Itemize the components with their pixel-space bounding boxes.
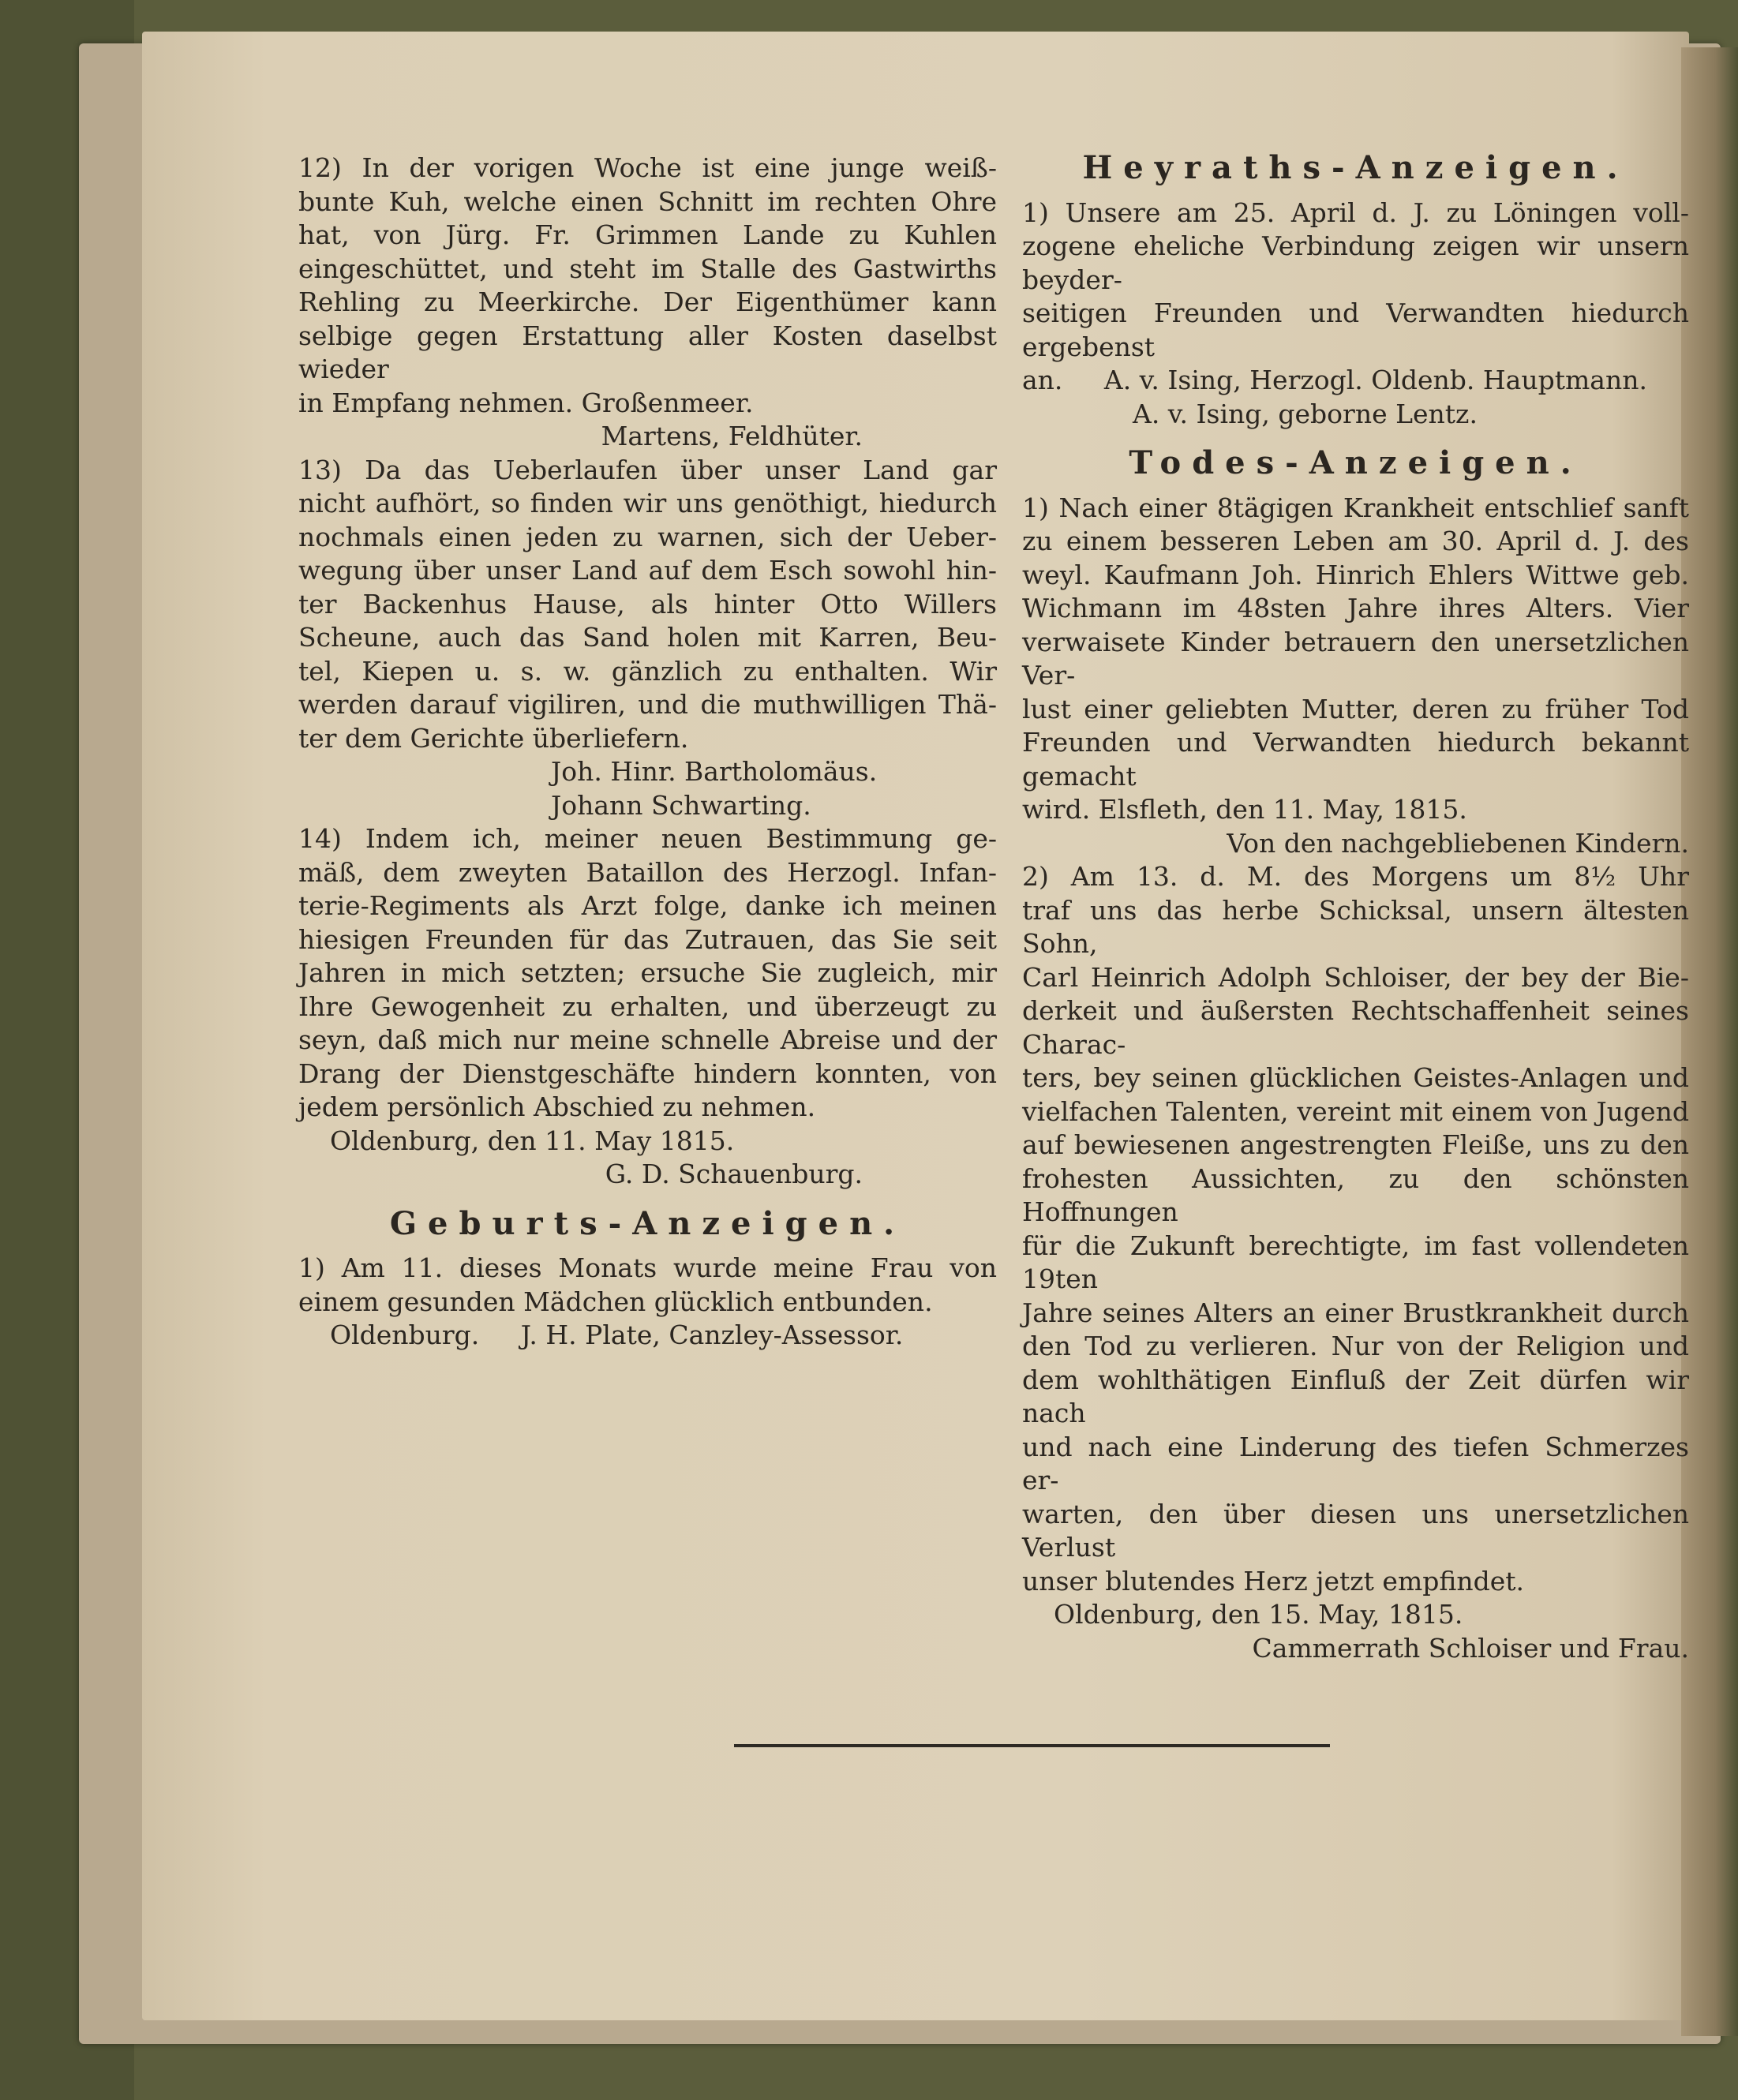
death-heading: Todes-Anzeigen. [1129, 444, 1583, 481]
text-line: 1) Unsere am 25. April d. J. zu Löningen voll- [1022, 197, 1689, 228]
text-line: jedem persönlich Abschied zu nehmen. [298, 1091, 816, 1122]
end-rule [734, 1744, 1330, 1747]
notice-14 [298, 822, 997, 1192]
place-signature: Oldenburg. J. H. Plate, Canzley-Assessor. [330, 1320, 904, 1350]
notice-12 [298, 152, 997, 454]
text-line: einem gesunden Mädchen glücklich entbunden. [298, 1286, 933, 1317]
signature: A. v. Ising, geborne Lentz. [1133, 398, 1478, 429]
text-line: Rehling zu Meerkirche. Der Eigenthümer kann [298, 286, 997, 317]
text-line: 1) Nach einer 8tägigen Krankheit entschlief sanft [1022, 492, 1689, 523]
place-date: Oldenburg, den 11. May 1815. [330, 1125, 735, 1156]
text-line: terie-Regiments als Arzt folge, danke ich meinen [298, 890, 997, 921]
birth-notice-1 [298, 1252, 997, 1353]
text-line: Freunden und Verwandten hiedurch bekannt gemacht [1022, 727, 1689, 792]
text-line: zu einem besseren Leben am 30. April d. J. des [1022, 526, 1689, 556]
text-line: nicht aufhört, so finden wir uns genöthigt, hiedurch [298, 488, 997, 518]
text-line: hiesigen Freunden für das Zutrauen, das Sie seit [298, 923, 997, 955]
left-column [298, 152, 997, 1353]
text-line: bunte Kuh, welche einen Schnitt im rechten Ohre [298, 185, 997, 217]
text-line: hat, von Jürg. Fr. Grimmen Lande zu Kuhlen [298, 219, 997, 250]
text-line: warten, den über diesen uns unersetzlichen Verlust [1022, 1498, 1689, 1563]
text-line: auf bewiesenen angestrengten Fleiße, uns zu den [1022, 1129, 1689, 1160]
text-line: und nach eine Linderung des tiefen Schmerzes er- [1022, 1431, 1689, 1495]
text-line: Carl Heinrich Adolph Schloiser, der bey der Bie- [1022, 961, 1689, 993]
text-line: seyn, daß mich nur meine schnelle Abreise und der [298, 1024, 997, 1055]
place-date: Oldenburg, den 15. May, 1815. [1054, 1599, 1463, 1630]
notice-13 [298, 454, 997, 823]
text-line: selbige gegen Erstattung aller Kosten daselbst wieder [298, 320, 997, 384]
text-line: traf uns das herbe Schicksal, unsern ältesten Sohn, [1022, 894, 1689, 959]
text-line: Scheune, auch das Sand holen mit Karren, Beu- [298, 622, 997, 653]
death-notice-1 [1022, 492, 1689, 861]
text-line: mäß, dem zweyten Bataillon des Herzogl. Infan- [298, 856, 997, 888]
death-notice-2 [1022, 860, 1689, 1665]
text-line: den Tod zu verlieren. Nur von der Religion und [1022, 1331, 1689, 1361]
text-line: dem wohlthätigen Einfluß der Zeit dürfen wir nach [1022, 1364, 1689, 1428]
text-line: eingeschüttet, und steht im Stalle des Gastwirths [298, 253, 997, 284]
text-line: ters, bey seinen glücklichen Geistes-Anlagen und [1022, 1062, 1689, 1093]
text-line: wegung über unser Land auf dem Esch sowohl hin- [298, 555, 997, 586]
text-line: werden darauf vigiliren, und die muthwilligen Thä- [298, 689, 997, 720]
text-line: tel, Kiepen u. s. w. gänzlich zu enthalten. Wir [298, 655, 997, 687]
text-line: unser blutendes Herz jetzt empfindet. [1022, 1565, 1525, 1597]
signature: G. D. Schauenburg. [605, 1159, 863, 1189]
text-line: derkeit und äußersten Rechtschaffenheit seines Charac- [1022, 995, 1689, 1060]
text-line: in Empfang nehmen. Großenmeer. [298, 387, 754, 418]
text-line: Jahren in mich setzten; ersuche Sie zugleich, mir [298, 957, 997, 988]
text-line: ter Backenhus Hause, als hinter Otto Willers [298, 588, 997, 620]
text-line: Drang der Dienstgeschäfte hindern konnten, von [298, 1057, 997, 1089]
signature: Joh. Hinr. Bartholomäus. [551, 756, 878, 787]
text-line: Jahre seines Alters an einer Brustkrankheit durch [1022, 1297, 1689, 1328]
text-line: wird. Elsfleth, den 11. May, 1815. [1022, 794, 1467, 825]
right-column [1022, 149, 1689, 1665]
signature: Johann Schwarting. [551, 789, 811, 821]
text-line: verwaisete Kinder betrauern den unersetzlichen Ver- [1022, 626, 1689, 691]
text-line: weyl. Kaufmann Joh. Hinrich Ehlers Wittwe geb. [1022, 559, 1689, 590]
text-line: seitigen Freunden und Verwandten hiedurch ergebenst [1022, 298, 1689, 362]
text-line: für die Zukunft berechtigte, im fast vollendeten 19ten [1022, 1230, 1689, 1294]
text-line: an. A. v. Ising, Herzogl. Oldenb. Hauptmann. [1022, 365, 1647, 395]
text-line: vielfachen Talenten, vereint mit einem von Jugend [1022, 1095, 1689, 1127]
signature: Martens, Feldhüter. [601, 421, 863, 451]
text-line: Ihre Gewogenheit zu erhalten, und überzeugt zu [298, 990, 997, 1022]
text-line: zogene eheliche Verbindung zeigen wir unsern beyder- [1022, 230, 1689, 295]
text-line: frohesten Aussichten, zu den schönsten Hoffnungen [1022, 1162, 1689, 1227]
text-line: 2) Am 13. d. M. des Morgens um 8½ Uhr [1022, 861, 1689, 892]
births-heading: Geburts-Anzeigen. [389, 1204, 906, 1242]
text-line: 1) Am 11. dieses Monats wurde meine Frau von [298, 1252, 997, 1283]
text-line: nochmals einen jeden zu warnen, sich der Ueber- [298, 521, 997, 552]
text-line: Wichmann im 48sten Jahre ihres Alters. Vier [1022, 593, 1689, 623]
signature: Von den nachgebliebenen Kindern. [1227, 827, 1689, 859]
text-line: 13) Da das Ueberlaufen über unser Land gar [298, 454, 997, 485]
marriage-notice-1 [1022, 197, 1689, 432]
marriage-heading: Heyraths-Anzeigen. [1082, 149, 1629, 186]
text-line: lust einer geliebten Mutter, deren zu früher Tod [1022, 693, 1689, 724]
text-line: 12) In der vorigen Woche ist eine junge weiß- [298, 152, 997, 183]
text-line: ter dem Gerichte überliefern. [298, 722, 689, 754]
text-line: 14) Indem ich, meiner neuen Bestimmung ge- [298, 823, 997, 854]
signature: Cammerrath Schloiser und Frau. [1252, 1632, 1689, 1664]
book-gutter [1681, 47, 1738, 2036]
